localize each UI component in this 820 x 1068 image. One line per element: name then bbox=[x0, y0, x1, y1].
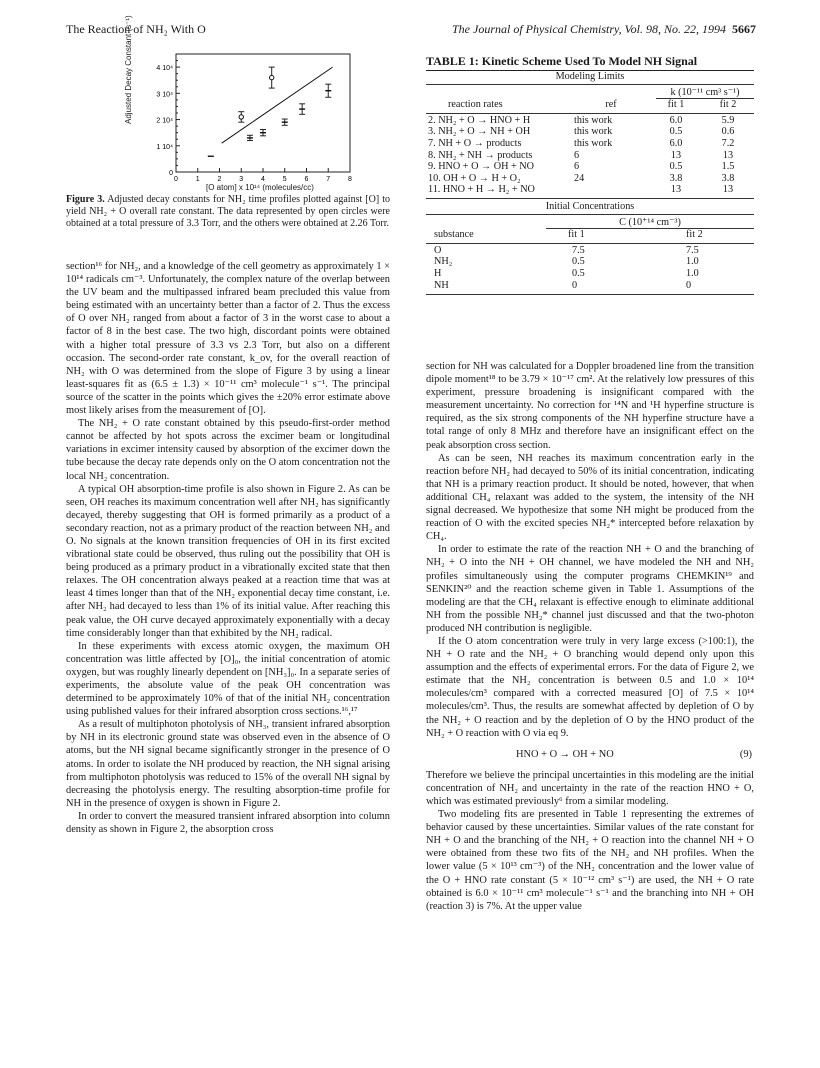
table-cell: 7.5 bbox=[572, 244, 585, 256]
x-tick-label: 1 bbox=[195, 176, 200, 183]
table-row bbox=[426, 173, 754, 185]
plot-frame bbox=[176, 54, 350, 172]
column-header: fit 1 bbox=[568, 229, 585, 241]
table-cell: NH bbox=[434, 279, 449, 291]
paragraph: As can be seen, NH reaches its maximum concentration early in the reaction before NH₂ had decayed to 50% of its initial concentration, indicating that NH is a primary reaction product. It should be noted, however, that when additional CH₄ relaxant was added to the system, the intensity of the NH signal decreased. We hypothesize that some NH might be produced from the reaction of O with the excited species NH₂* intercepted before relaxation by CH₄. bbox=[426, 452, 754, 543]
column-header: fit 1 bbox=[667, 99, 685, 111]
table-cell: this work bbox=[574, 114, 613, 126]
table-cell: 1.5 bbox=[721, 161, 735, 173]
table-cell: 13 bbox=[722, 184, 734, 196]
data-point-open bbox=[239, 115, 243, 119]
x-tick-label: 3 bbox=[239, 176, 244, 183]
table-row bbox=[426, 245, 754, 257]
paragraph: If the O atom concentration were truly in very large excess (>100:1), the NH + O rate and the NH₂ + O branching would depend only upon this assumption and the effects of experimental errors. For the data of Figure 2, we estimate that the NH₂ concentration is between 0.5 and 1.0 × 10¹⁴ molecules/cm³ compared with a corrected measured [O] of 7.5 × 10¹⁴ molecules/cm³. Thus, the results are somewhat affected by depletion of O by the NH₂ + O reaction and by the depletion of O by the HNO product of the NH₂ + O reaction with O via eq 9. bbox=[426, 635, 754, 739]
table-row bbox=[426, 184, 754, 196]
table-cell: 7.2 bbox=[721, 137, 735, 149]
paragraph: In order to convert the measured transient infrared absorption into column density as shown in Figure 2, the absorption cross bbox=[66, 810, 390, 836]
paragraph: In order to estimate the rate of the reaction NH + O and the branching of NH₂ + O into the NH + OH channel, we have modeled the NH and NH₂ profiles simultaneously using the computer programs CHEMKIN¹⁹ and SENKIN²⁰ and the reaction scheme given in Table 1. Assumptions of the modeling are that the CH₄ relaxant is effective enough to eliminate additional NH from the possible NH₂* channel just discussed and that the two-photon produced NH contribution is negligible. bbox=[426, 544, 754, 634]
table-cell: 7.5 bbox=[686, 244, 699, 256]
fit-line bbox=[222, 67, 333, 143]
data-point-open bbox=[270, 75, 274, 79]
caption-text: Adjusted decay constants for NH₂ time profiles plotted against [O] to yield NH₂ + O overall rate constant. The data represented by open circles were obtained at a total pressure of 3.3 Torr, and the others were obtained at 2.26 Torr. bbox=[66, 194, 390, 229]
table-cell: 7. NH + O → products bbox=[428, 137, 522, 149]
table-cell: 5.9 bbox=[721, 114, 735, 126]
table-cell: 2. NH₂ + O → HNO + H bbox=[428, 114, 531, 126]
paragraph: As a result of multiphoton photolysis of NH₃, transient infrared absorption by NH in its electronic ground state was observed even in the absence of O atoms, but the NH signal became significantly stronger in the presence of O atoms. In order to isolate the NH produced by reaction, the NH signal arising from multiphoton photolysis was reduced to 15% of the overall NH signal by decreasing the photolysis energy. The resulting absorption-time profile for NH in the presence of oxygen is shown in Figure 2. bbox=[66, 719, 390, 809]
column-header: substance bbox=[434, 229, 474, 241]
table-row bbox=[426, 256, 754, 268]
y-axis-label: Adjusted Decay Constant (s⁻¹) bbox=[124, 15, 133, 124]
x-tick-label: 5 bbox=[282, 176, 287, 183]
column-header: fit 2 bbox=[686, 229, 703, 241]
table-cell: 1.0 bbox=[686, 267, 699, 279]
table-cell: 0.5 bbox=[669, 161, 683, 173]
paragraph: section¹⁶ for NH₂, and a knowledge of the cell geometry as approximately 1 × 10¹⁴ radicals cm⁻³. Unfortunately, the complex nature of the overlap between the UV beam and the multipassed infrared beam precluded this value from being estimated with an uncertainty better than a factor of 2. Thus the excess of O over NH₂ ranged from about a factor of 3 in the worst case to about a factor of 8 in the best case. The two high, discordant points were obtained with a higher total pressure of 3.3 vs 2.3 Torr, but also on a different occasion. The second-order rate constant, k_ov, for the overall reaction of NH₂ with O was determined from the slope of Figure 3 by using a linear least-squares fit as (6.5 ± 1.3) × 10⁻¹¹ cm³ molecule⁻¹ s⁻¹. The principal source of the scatter in the points which gives the ±20% error estimate above most likely arises from the measurement of [O]. bbox=[66, 261, 390, 417]
scatter-chart bbox=[118, 44, 358, 194]
right-column bbox=[426, 360, 754, 913]
x-tick-label: 6 bbox=[304, 176, 309, 183]
concentration-units-header: C (10⁺¹⁴ cm⁻³) bbox=[546, 217, 754, 230]
table-cell: 1.0 bbox=[686, 256, 699, 268]
x-tick-label: 7 bbox=[326, 176, 331, 183]
table-cell: H bbox=[434, 267, 442, 279]
rate-table-body bbox=[426, 115, 754, 196]
table-cell: this work bbox=[574, 137, 613, 149]
table-title: TABLE 1: Kinetic Scheme Used To Model NH Signal bbox=[426, 54, 698, 68]
table-row bbox=[426, 115, 754, 127]
table-cell bbox=[572, 184, 650, 196]
table-cell: NH₂ bbox=[434, 256, 453, 268]
running-title: The Reaction of NH₂ With O bbox=[66, 22, 206, 36]
table-cell: 6 bbox=[574, 149, 580, 161]
table-cell: 24 bbox=[574, 172, 585, 184]
table-cell: 0.6 bbox=[721, 126, 735, 138]
figure-caption bbox=[66, 194, 390, 230]
x-tick-label: 2 bbox=[217, 176, 222, 183]
caption-label: Figure 3. bbox=[66, 194, 105, 205]
table-cell: 13 bbox=[722, 149, 734, 161]
table-cell: 8. NH₂ + NH → products bbox=[428, 149, 533, 161]
y-tick-label: 0 bbox=[169, 170, 173, 177]
column-header: reaction rates bbox=[448, 99, 503, 111]
concentration-table bbox=[426, 229, 754, 241]
equation-number: (9) bbox=[739, 748, 752, 760]
paragraph: Two modeling fits are presented in Table 1 representing the extremes of behavior caused by these uncertainties. Similar values of the rate constant for NH + O and the branching of the NH₂ + O reaction into the channel NH + O were obtained from these two fits of the NH₂ and NH profiles. When the lower value (5 × 10¹³ cm⁻³) of the NH₂ concentration and the lower value of the O + HNO rate constant (5 × 10⁻¹² cm³ s⁻¹) are used, the NH + O rate obtained is 6.0 × 10⁻¹¹ cm³ molecule⁻¹ s⁻¹ and the branching into NH + OH (reaction 3) is 7%. At the upper value bbox=[426, 809, 754, 912]
table-1 bbox=[426, 70, 754, 295]
table-cell: 6.0 bbox=[669, 137, 683, 149]
table-cell: 0.5 bbox=[572, 267, 585, 279]
equation-9 bbox=[426, 748, 754, 761]
table-row bbox=[426, 138, 754, 150]
paragraph: section for NH was calculated for a Doppler broadened line from the transition dipole moment¹⁸ to be 3.79 × 10⁻¹⁷ cm². At the relatively low pressures of this experiment, pressure broadening is insignificant compared with the measurement uncertainty. No correction for ¹⁴N and ¹H hyperfine structure is required, as the six strong components of the NH hyperfine structure have a total range of only 8 MHz and therefore have an insignificant effect on the peak absorption cross section. bbox=[426, 361, 754, 451]
table-cell: 9. HNO + O → OH + NO bbox=[428, 161, 535, 173]
table-cell: 13 bbox=[670, 184, 682, 196]
paragraph: The NH₂ + O rate constant obtained by this pseudo-first-order method cannot be affected by hot spots across the excimer beam or longitudinal variations in excimer intensity caused by absorption of the excimer down the tube because the decay rate depends only on the O atom concentration not the local NH₂ concentration. bbox=[66, 418, 390, 482]
y-tick-label: 4 10⁴ bbox=[156, 65, 173, 73]
x-tick-label: 0 bbox=[174, 176, 178, 183]
column-header: fit 2 bbox=[719, 99, 737, 111]
table-cell: 10. OH + O → H + O₂ bbox=[428, 172, 521, 184]
equation-text: HNO + O → OH + NO bbox=[516, 748, 614, 760]
journal-name: The Journal of Physical Chemistry, Vol. 98, No. 22, 1994 bbox=[452, 22, 726, 36]
table-section-heading: Modeling Limits bbox=[426, 71, 754, 85]
x-tick-label: 4 bbox=[261, 176, 265, 183]
table-cell: 6.0 bbox=[669, 114, 683, 126]
left-column bbox=[66, 260, 390, 836]
table-row bbox=[426, 150, 754, 162]
paragraph: In these experiments with excess atomic oxygen, the maximum OH concentration was little affected by [O]₀, the initial concentration of atomic oxygen, but was roughly linearly dependent on [NH₃]₀. In a separate series of experiments, the absolute value of the peak OH concentration was determined to be approximately 10% of that of the initial NH₂ concentration using published values for their infrared absorption cross sections.¹⁶,¹⁷ bbox=[66, 640, 390, 718]
rate-table bbox=[426, 99, 754, 111]
table-cell: 0.5 bbox=[572, 256, 585, 268]
x-axis-label: [O atom] x 10¹⁴ (molecules/cc) bbox=[206, 183, 314, 192]
journal-citation bbox=[452, 22, 756, 37]
table-cell: 0.5 bbox=[669, 126, 683, 138]
table-cell: 13 bbox=[670, 149, 682, 161]
table-header-row bbox=[426, 99, 754, 111]
table-row bbox=[426, 268, 754, 280]
table-header-row bbox=[426, 229, 754, 241]
table-cell: this work bbox=[574, 126, 613, 138]
y-tick-label: 3 10⁴ bbox=[156, 91, 173, 99]
table-row bbox=[426, 161, 754, 173]
table-row bbox=[426, 126, 754, 138]
column-header: ref bbox=[605, 99, 617, 111]
table-cell: 0 bbox=[572, 279, 578, 291]
table-row bbox=[426, 280, 754, 292]
paragraph: A typical OH absorption-time profile is also shown in Figure 2. As can be seen, OH reaches its maximum concentration well after NH₂ has significantly decayed, thereby suggesting that OH is formed primarily as a product of a secondary reaction, not as a primary product of the reaction between NH₂ and O. No signals at the known transition frequencies of OH in its first excited vibrational state could be observed, thus ruling out the possibility that OH is being produced as a primary product in a vibrationally excited state that then relaxes. The OH concentration always peaked at a reaction time that was at least 4 times longer than that of the NH₂ exponential decay time constant, i.e. after NH₂ had decayed to less than 1% of its initial value. After reaching this peak value, the OH curve decayed approximately exponentially with a decay time considerably longer than that exhibited by the NH₂ radical. bbox=[66, 483, 390, 639]
concentration-table-body bbox=[426, 245, 754, 291]
table-cell: 11. HNO + H → H₂ + NO bbox=[428, 184, 535, 196]
page-number: 5667 bbox=[732, 22, 756, 36]
table-cell: 0 bbox=[686, 279, 692, 291]
paragraph: Therefore we believe the principal uncertainties in this modeling are the initial concentration of NH₂ and uncertainty in the rate of the reaction HNO + O, which was estimated previously⁶ from a similar modeling. bbox=[426, 769, 754, 807]
y-tick-label: 2 10⁴ bbox=[156, 117, 173, 125]
y-tick-label: 1 10⁴ bbox=[156, 143, 173, 151]
table-section-heading: Initial Concentrations bbox=[426, 201, 754, 215]
table-cell: O bbox=[434, 244, 442, 256]
table-cell: 3.8 bbox=[669, 172, 683, 184]
table-cell: 6 bbox=[574, 161, 580, 173]
table-cell: 3. NH₂ + O → NH + OH bbox=[428, 126, 531, 138]
table-cell: 3.8 bbox=[721, 172, 735, 184]
rate-units-header: k (10⁻¹¹ cm³ s⁻¹) bbox=[656, 87, 754, 100]
x-tick-label: 8 bbox=[348, 176, 352, 183]
